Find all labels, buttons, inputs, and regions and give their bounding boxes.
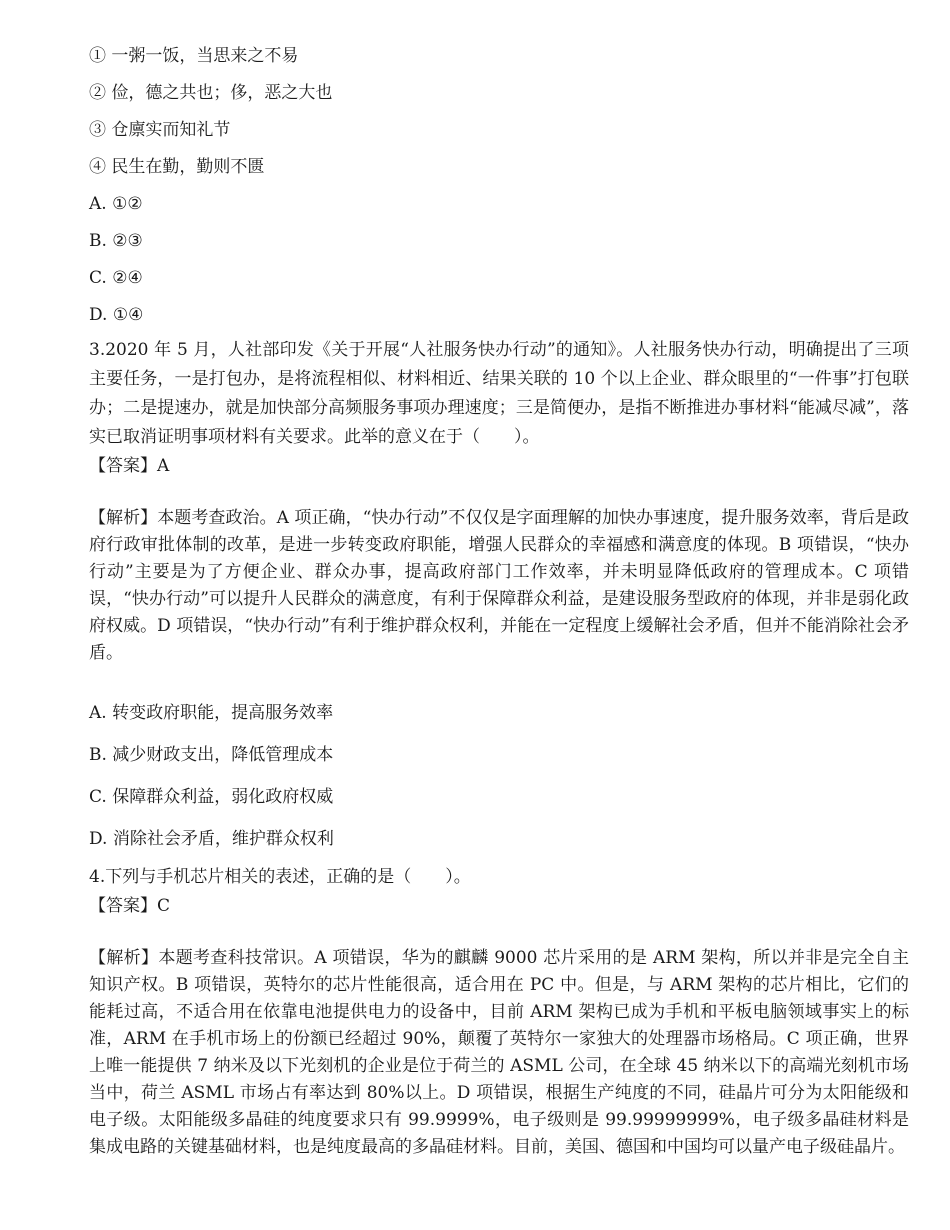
q2-statements (89, 40, 909, 188)
q2-option-a: A. ①② (89, 194, 143, 214)
q4-stem: 4.下列与手机芯片相关的表述，正确的是（ ）。 (89, 867, 471, 887)
statement-3: ③ 仓廪实而知礼节 (89, 120, 231, 140)
q4-answer: 【答案】C (89, 896, 171, 916)
q3-option-c: C. 保障群众利益，弱化政府权威 (89, 787, 334, 807)
q2-option-c: C. ②④ (89, 268, 143, 288)
q4-analysis: 【解析】本题考查科技常识。A 项错误，华为的麒麟 9000 芯片采用的是 ARM 架构，所以并非是完全自主知识产权。B 项错误，英特尔的芯片性能很高，适合用在 PC 中。但是，与 ARM 架构的芯片相比，它们的能耗过高，不适合用在依靠电池提供电力的设备中，目前 ARM 架构已成为手机和平板电脑领域事实上的标准，ARM 在手机市场上的份额已经超过 90%，颠覆了英特尔一家独大的处理器市场格局。C 项正确，世界上唯一能提供 7 纳米及以下光刻机的企业是位于荷兰的 ASML 公司，在全球 45 纳米以下的高端光刻机市场当中，荷兰 ASML 市场占有率达到 80%以上。D 项错误，根据生产纯度的不同，硅晶片可分为太阳能级和电子级。太阳能级多晶硅的纯度要求只有 99.9999%，电子级则是 99.99999999%，电子级多晶硅材料是集成电路的关键基础材料，也是纯度最高的多晶硅材料。目前，美国、德国和中国均可以量产电子级硅晶片。 (89, 948, 909, 1157)
statement-4: ④ 民生在勤，勤则不匮 (89, 157, 265, 177)
document-page (89, 40, 909, 1161)
q2-option-d: D. ①④ (89, 305, 144, 325)
q3-answer: 【答案】A (89, 456, 170, 476)
question-4 (89, 863, 909, 1161)
statement-2: ② 俭，德之共也；侈，恶之大也 (89, 83, 333, 103)
q3-options (89, 695, 909, 863)
q2-options (89, 188, 909, 336)
statement-1: ① 一粥一饭，当思来之不易 (89, 46, 299, 66)
q3-option-a: A. 转变政府职能，提高服务效率 (89, 703, 334, 723)
q2-option-b: B. ②③ (89, 231, 143, 251)
q3-stem: 3.2020 年 5 月，人社部印发《关于开展“人社服务快办行动”的通知》。人社服务快办行动，明确提出了三项主要任务，一是打包办，是将流程相似、材料相近、结果关联的 10 个以上企业、群众眼里的“一件事”打包联办；二是提速办，就是加快部分高频服务事项办理速度；三是简便办，是指不断推进办事材料“能减尽减”，落实已取消证明事项材料有关要求。此举的意义在于（ ）。 (89, 340, 909, 447)
q3-option-d: D. 消除社会矛盾，维护群众权利 (89, 829, 334, 849)
q3-option-b: B. 减少财政支出，降低管理成本 (89, 745, 334, 765)
q3-analysis: 【解析】本题考查政治。A 项正确，“快办行动”不仅仅是字面理解的加快办事速度，提升服务效率，背后是政府行政审批体制的改革，是进一步转变政府职能，增强人民群众的幸福感和满意度的体现。B 项错误，“快办行动”主要是为了方便企业、群众办事，提高政府部门工作效率，并未明显降低政府的管理成本。C 项错误，“快办行动”可以提升人民群众的满意度，有利于保障群众利益，是建设服务型政府的体现，并非是弱化政府权威。D 项错误，“快办行动”有利于维护群众权利，并能在一定程度上缓解社会矛盾，但并不能消除社会矛盾。 (89, 508, 909, 663)
question-3 (89, 336, 909, 863)
